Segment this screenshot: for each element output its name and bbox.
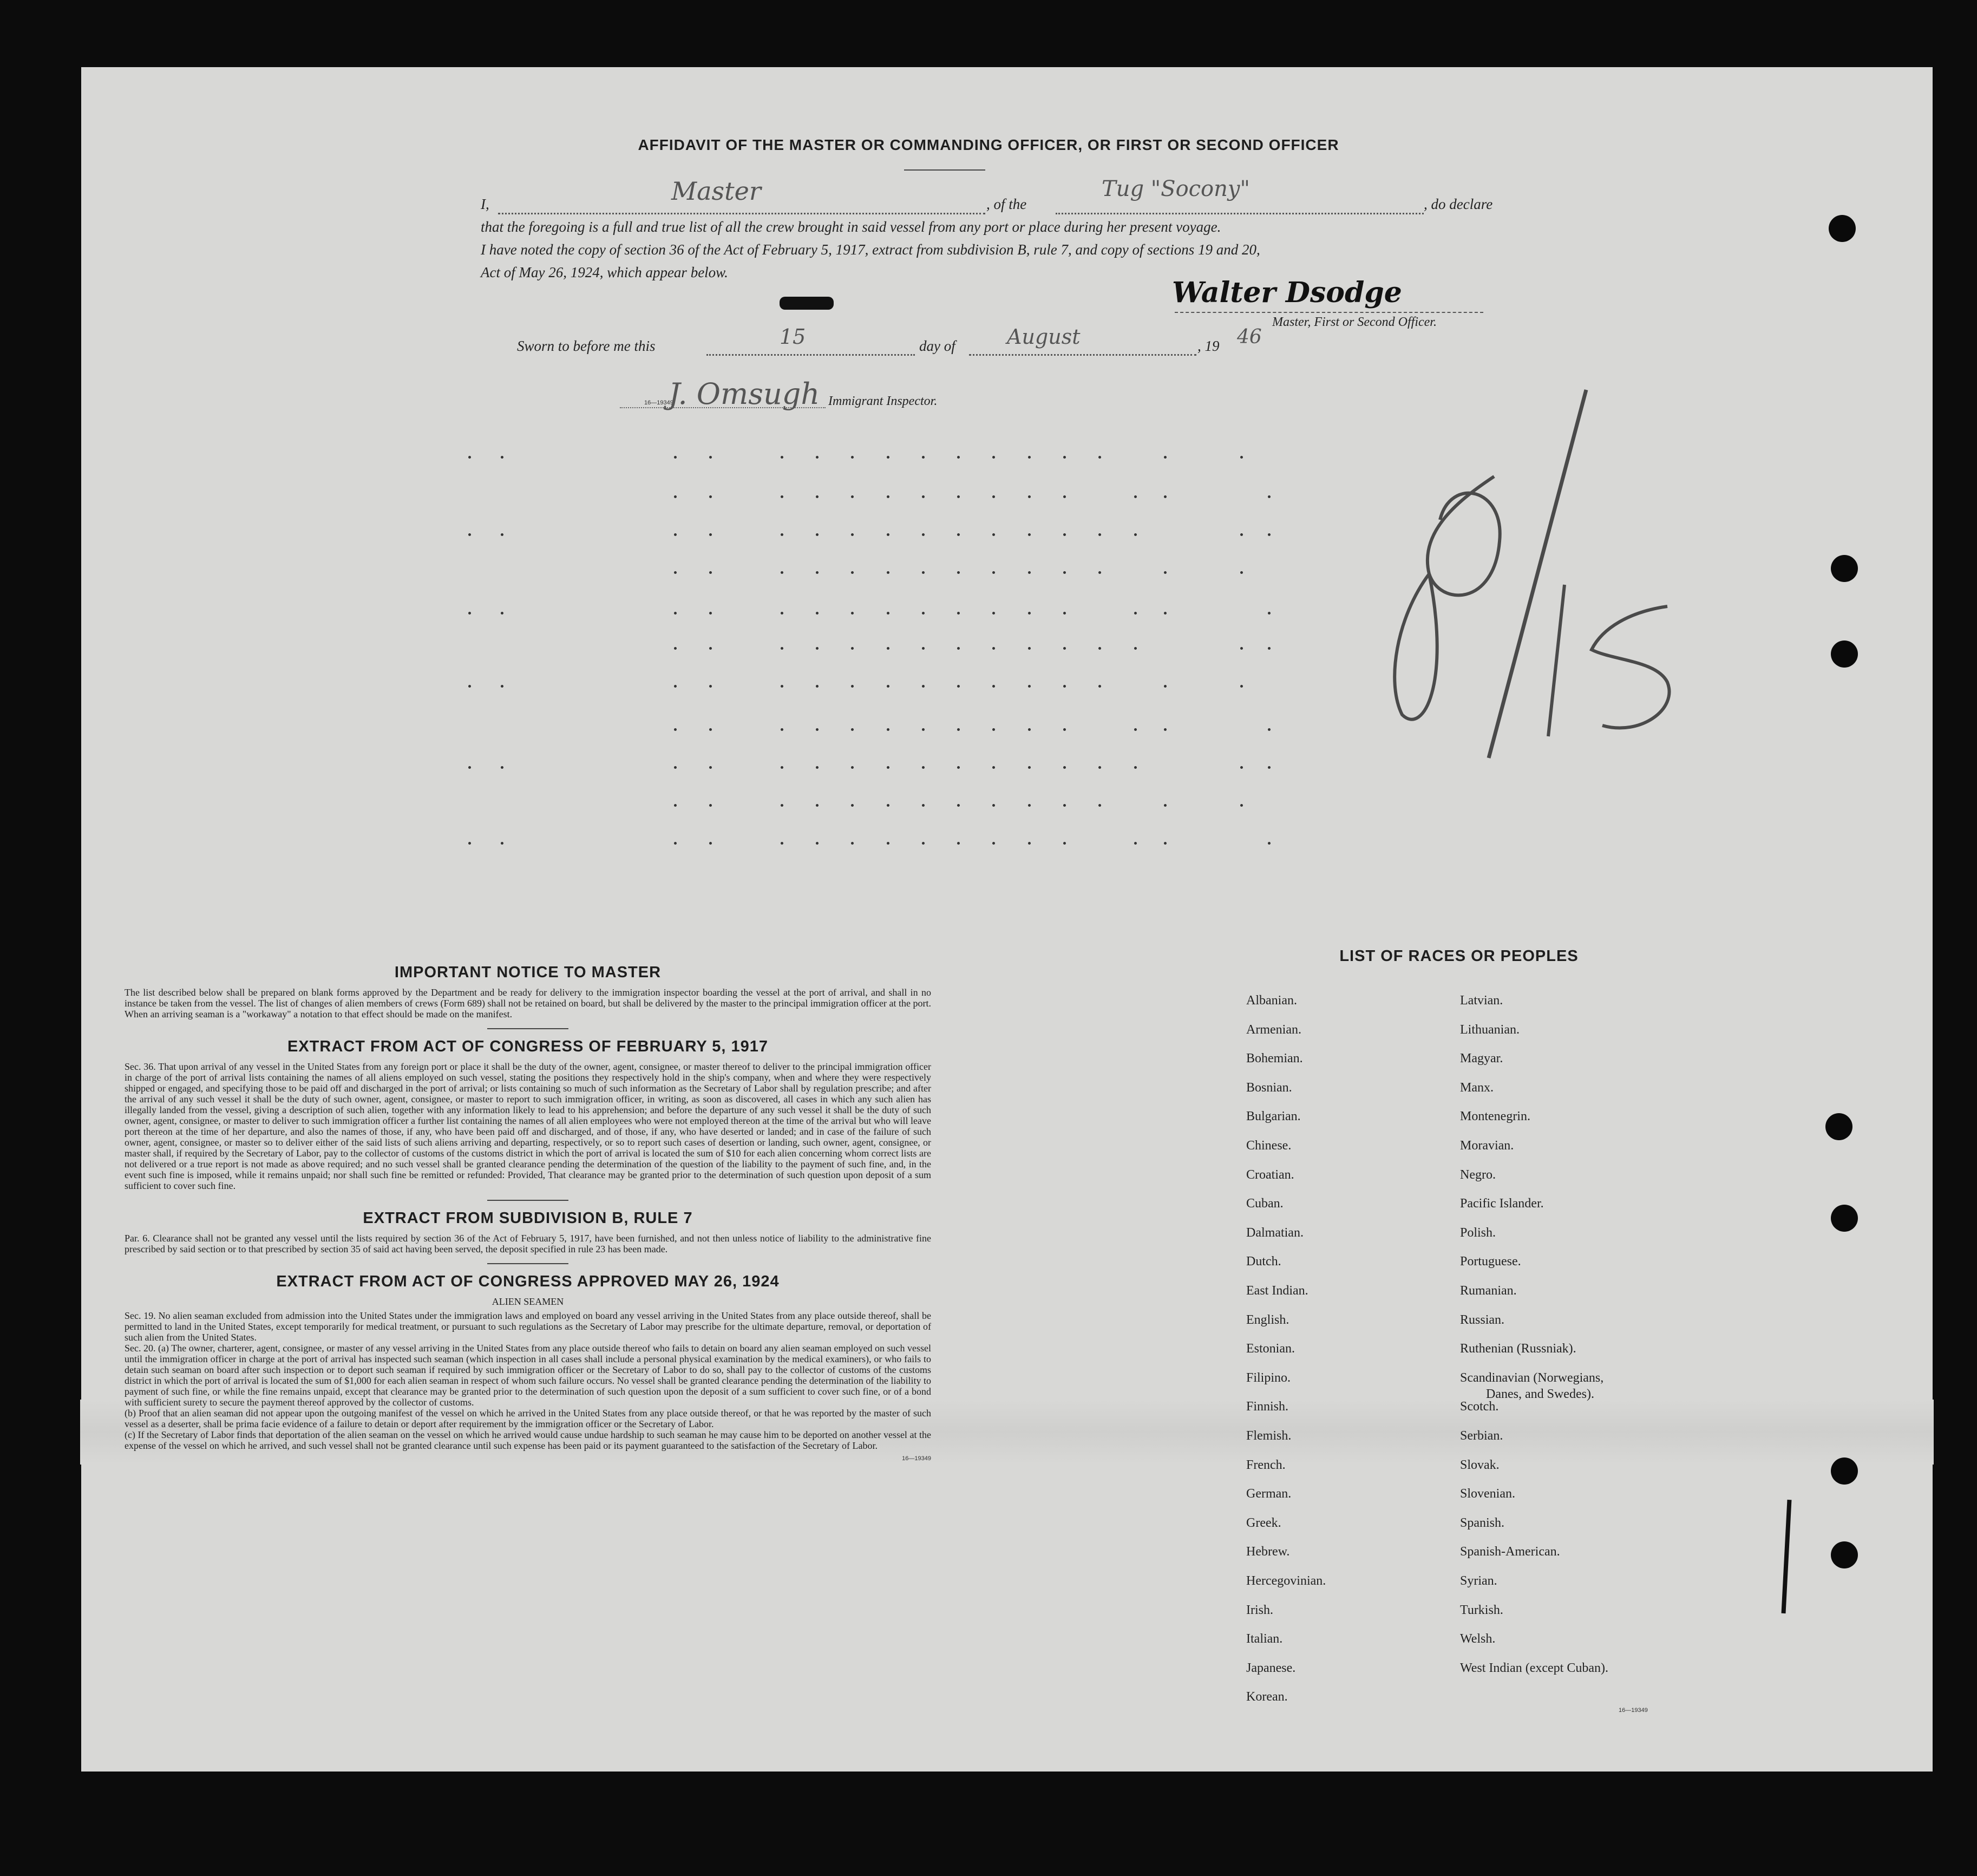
grid-dot — [674, 728, 677, 731]
grid-dot — [851, 728, 854, 731]
handwritten-year: 46 — [1237, 326, 1262, 348]
grid-dot — [922, 612, 925, 615]
sec20a-text: Sec. 20. (a) The owner, charterer, agent, consignee, or master of any vessel arriving in the United States from any place outside thereof who fails to detain on board any alien seaman employed on such vessel until the immigration officer in charge at the port of arrival has inspected such seaman (which inspection in all cases shall include a personal physical examination by the medical examiners), or who fails to detain such seaman on board after such inspection or to deport such seaman if required by such immigration officer or the Secretary of Labor to do so, shall pay to the collector of customs of the customs district in which the port of arrival is located the sum of $1,000 for each alien seaman in respect of whom such failure occurs. No vessel shall be granted clearance pending the determination of the liability to payment of such fine, or while the fine remains unpaid, except that clearance may be granted prior to the determination of such question upon the deposit of a sum sufficient to cover such fine, or of a bond with sufficient surety to secure the payment thereof approved by the collector of customs. — [125, 1343, 931, 1408]
race-item: Manx. — [1460, 1080, 1494, 1095]
sec19-text: Sec. 19. No alien seaman excluded from admission into the United States under the immigration laws and employed on board any vessel arriving in the United States from any place outside thereof, shall be permitted to land in the United States, except temporarily for medical treatment, or pursuant to such regulations as the Secretary of Labor may prescribe for the ultimate departure, removal, or deportation of such alien from the United States. — [125, 1310, 931, 1343]
race-item: East Indian. — [1246, 1284, 1308, 1298]
grid-dot — [851, 571, 854, 574]
grid-dot — [468, 766, 471, 769]
grid-dot — [1134, 612, 1137, 615]
grid-dot — [1028, 612, 1031, 615]
race-item: Danes, and Swedes). — [1486, 1387, 1594, 1401]
races-heading: LIST OF RACES OR PEOPLES — [1339, 947, 1579, 965]
grid-dot — [887, 612, 889, 615]
grid-dot — [674, 456, 677, 459]
race-item: Korean. — [1246, 1690, 1288, 1704]
grid-dot — [992, 571, 995, 574]
grid-dot — [1028, 647, 1031, 650]
grid-dot — [1240, 571, 1243, 574]
grid-dot — [781, 533, 783, 536]
grid-dot — [781, 647, 783, 650]
race-item: Ruthenian (Russniak). — [1460, 1342, 1576, 1356]
race-item: Welsh. — [1460, 1632, 1496, 1646]
section-rule — [487, 1200, 568, 1201]
grid-dot — [468, 533, 471, 536]
grid-dot — [1268, 533, 1271, 536]
affidavit-line-1: that the foregoing is a full and true list of all the crew brought in said vessel from any port or place during her present voyage. — [481, 219, 1221, 235]
race-item: Bulgarian. — [1246, 1109, 1301, 1124]
grid-dot — [957, 766, 960, 769]
sworn-label: Sworn to before me this — [517, 338, 656, 354]
grid-dot — [674, 766, 677, 769]
grid-dot — [992, 612, 995, 615]
grid-dot — [709, 766, 712, 769]
races-form-number: 16—19349 — [1619, 1707, 1648, 1714]
grid-dot — [1134, 495, 1137, 498]
grid-dot — [887, 766, 889, 769]
grid-dot — [816, 804, 819, 807]
grid-dot — [501, 685, 503, 688]
notice-form-number: 16—19349 — [902, 1455, 931, 1462]
race-item: Cuban. — [1246, 1197, 1284, 1211]
grid-dot — [922, 685, 925, 688]
grid-dot — [501, 456, 503, 459]
grid-dot — [887, 804, 889, 807]
race-item: Polish. — [1460, 1225, 1496, 1240]
grid-dot — [709, 728, 712, 731]
grid-dot — [1268, 495, 1271, 498]
race-item: Slovak. — [1460, 1457, 1500, 1472]
handwritten-date-note — [1386, 379, 1711, 839]
grid-dot — [1028, 456, 1031, 459]
signature-line — [1175, 312, 1483, 313]
race-item: Bohemian. — [1246, 1051, 1303, 1066]
grid-dot — [957, 571, 960, 574]
grid-dot — [674, 647, 677, 650]
grid-dot — [781, 842, 783, 845]
race-item: Latvian. — [1460, 993, 1503, 1008]
grid-dot — [709, 533, 712, 536]
grid-dot — [674, 685, 677, 688]
grid-dot — [781, 495, 783, 498]
grid-dot — [709, 571, 712, 574]
race-item: Syrian. — [1460, 1574, 1497, 1588]
grid-dot — [1134, 842, 1137, 845]
race-item: Slovenian. — [1460, 1487, 1515, 1501]
race-item: Bosnian. — [1246, 1080, 1292, 1095]
grid-dot — [957, 728, 960, 731]
race-item: Greek. — [1246, 1515, 1281, 1530]
grid-dot — [1063, 804, 1066, 807]
handwritten-digit-8 — [1428, 476, 1500, 595]
inspector-signature: J. Omsugh — [669, 377, 820, 411]
grid-dot — [1240, 766, 1243, 769]
grid-dot — [1028, 571, 1031, 574]
grid-dot — [816, 456, 819, 459]
race-item: Turkish. — [1460, 1603, 1503, 1617]
race-item: Magyar. — [1460, 1051, 1503, 1066]
grid-dot — [1063, 612, 1066, 615]
binder-hole — [1829, 215, 1856, 242]
master-signature: Walter Dsodge — [1172, 276, 1402, 309]
grid-dot — [922, 842, 925, 845]
race-item: Irish. — [1246, 1603, 1273, 1617]
grid-dot — [992, 647, 995, 650]
race-item: English. — [1246, 1312, 1289, 1327]
handwritten-month: August — [1007, 325, 1081, 349]
grid-dot — [922, 456, 925, 459]
grid-dot — [922, 533, 925, 536]
binder-hole — [1825, 1113, 1852, 1140]
do-declare-label: , do declare — [1424, 196, 1493, 212]
race-item: Hebrew. — [1246, 1545, 1290, 1559]
grid-dot — [674, 495, 677, 498]
grid-dot — [992, 685, 995, 688]
grid-dot — [922, 766, 925, 769]
vessel-name-line — [1056, 213, 1424, 214]
grid-dot — [816, 766, 819, 769]
inspector-form-number: 16—19349 — [644, 400, 673, 406]
race-item: Hercegovinian. — [1246, 1574, 1326, 1588]
race-item: Chinese. — [1246, 1139, 1292, 1153]
grid-dot — [1098, 804, 1101, 807]
grid-dot — [1098, 533, 1101, 536]
race-item: Dutch. — [1246, 1254, 1281, 1269]
grid-dot — [1134, 728, 1137, 731]
grid-dot — [851, 456, 854, 459]
race-item: German. — [1246, 1487, 1292, 1501]
grid-dot — [1164, 804, 1167, 807]
race-item: Armenian. — [1246, 1022, 1301, 1037]
year-prefix-label: , 19 — [1197, 338, 1220, 354]
grid-dot — [1268, 612, 1271, 615]
race-item: Negro. — [1460, 1167, 1496, 1182]
document-page — [81, 67, 1933, 1772]
grid-dot — [1028, 766, 1031, 769]
grid-dot — [1134, 766, 1137, 769]
grid-dot — [674, 533, 677, 536]
grid-dot — [887, 842, 889, 845]
grid-dot — [887, 456, 889, 459]
race-item: Spanish. — [1460, 1515, 1505, 1530]
grid-dot — [816, 571, 819, 574]
grid-dot — [709, 842, 712, 845]
grid-dot — [1063, 766, 1066, 769]
grid-dot — [781, 612, 783, 615]
grid-dot — [468, 685, 471, 688]
grid-dot — [816, 647, 819, 650]
handwritten-digit-8-lower — [1395, 574, 1437, 720]
grid-dot — [1063, 456, 1066, 459]
important-notice-text: The list described below shall be prepared on blank forms approved by the Department and be ready for delivery to the immigration inspector boarding the vessel at the port of arrival, and shall in no instance be taken from the vessel. The list of changes of alien members of crews (Form 689) shall not be retained on board, but shall be delivered by the master to the principal immigration officer at the port. When an arriving seaman is a "workaway" a notation to that effect should be made on the manifest. — [125, 987, 931, 1019]
grid-dot — [709, 612, 712, 615]
grid-dot — [816, 685, 819, 688]
grid-dot — [1098, 766, 1101, 769]
handwritten-digit-1 — [1548, 585, 1564, 736]
grid-dot — [851, 647, 854, 650]
month-line — [969, 354, 1196, 356]
grid-dot — [887, 685, 889, 688]
grid-dot — [1164, 728, 1167, 731]
grid-dot — [992, 728, 995, 731]
grid-dot — [709, 685, 712, 688]
race-item: Japanese. — [1246, 1661, 1296, 1675]
race-item: Rumanian. — [1460, 1284, 1517, 1298]
grid-dot — [1164, 571, 1167, 574]
race-item: Filipino. — [1246, 1370, 1291, 1385]
master-title-label: Master, First or Second Officer. — [1272, 315, 1437, 329]
grid-dot — [1098, 685, 1101, 688]
grid-dot — [1164, 456, 1167, 459]
grid-dot — [1240, 533, 1243, 536]
grid-dot — [851, 533, 854, 536]
handwritten-vessel: Tug "Socony" — [1102, 177, 1250, 201]
grid-dot — [922, 647, 925, 650]
grid-dot — [709, 495, 712, 498]
grid-dot — [957, 495, 960, 498]
race-item: Albanian. — [1246, 993, 1297, 1008]
grid-dot — [1063, 571, 1066, 574]
grid-dot — [501, 612, 503, 615]
grid-dot — [709, 456, 712, 459]
grid-dot — [468, 456, 471, 459]
grid-dot — [1063, 685, 1066, 688]
handwritten-master: Master — [671, 177, 761, 206]
grid-dot — [851, 804, 854, 807]
race-item: Dalmatian. — [1246, 1225, 1304, 1240]
race-item: West Indian (except Cuban). — [1460, 1661, 1608, 1675]
grid-dot — [674, 804, 677, 807]
race-item: Italian. — [1246, 1632, 1283, 1646]
rule7-heading: EXTRACT FROM SUBDIVISION B, RULE 7 — [363, 1210, 693, 1227]
grid-dot — [887, 533, 889, 536]
handwritten-slash — [1489, 390, 1586, 758]
grid-dot — [922, 495, 925, 498]
grid-dot — [851, 685, 854, 688]
inspector-label: Immigrant Inspector. — [828, 394, 938, 408]
rule7-text: Par. 6. Clearance shall not be granted any vessel until the lists required by section 36 of the Act of February 5, 1917, have been furnished, and not then unless notice of liability to the administrative fine prescribed by said section or to that prescribed by section 35 of said act having been served, the deposit specified in rule 23 has been made. — [125, 1233, 931, 1254]
sec20b-text: (b) Proof that an alien seaman did not appear upon the outgoing manifest of the vessel on which he arrived in the United States from any place outside thereof, or that he was reported by the master of such vessel as a deserter, shall be prima facie evidence of a failure to detain or deport after requirement by the immigration officer or the Secretary of Labor. — [125, 1408, 931, 1429]
act1924-heading: EXTRACT FROM ACT OF CONGRESS APPROVED MAY 26, 1924 — [276, 1273, 780, 1290]
grid-dot — [709, 804, 712, 807]
grid-dot — [1268, 842, 1271, 845]
grid-dot — [992, 804, 995, 807]
act1917-text: Sec. 36. That upon arrival of any vessel in the United States from any foreign port or place it shall be the duty of the owner, agent, consignee, or master thereof to deliver to the principal immigration officer in charge of the port of arrival lists containing the names of all aliens employed on such vessel, stating the positions they respectively hold in the ship's company, when and where they were respectively shipped or engaged, and specifying those to be paid off and discharged in the port of arrival; or lists containing so much of such information as the Secretary of Labor shall by regulation prescribe; and after the arrival of any such vessel it shall be the duty of such owner, agent, consignee, or master to report to such immigration officer, in writing, as soon as discovered, all cases in which any such alien has illegally landed from the vessel, giving a description of such alien, together with any information likely to lead to his apprehension; and before the departure of any such vessel it shall be the duty of such owner, agent, consignee, or master to deliver to such immigration officer a further list containing the names of all alien employees who were not employed thereon at the time of the arrival but who will leave port thereon at the time of her departure, and also the names of those, if any, who have been paid off and discharged, and of those, if any, who have deserted or landed; and in case of the failure of such owner, agent, consignee, or master so to deliver either of the said lists of such aliens arriving and departing, respectively, or so to report such cases of desertion or landing, such owner, agent, consignee, or master shall, if required by the Secretary of Labor, pay to the collector of customs of the customs district in which the port of arrival is located the sum of $10 for each alien concerning whom correct lists are not delivered or a true report is not made as above required; and no such vessel shall be granted clearance pending the determination of the question of the liability to the payment of such fine, and, in the event such fine is imposed, while it remains unpaid; nor shall such fine be remitted or refunded: Provided, That clearance may be granted prior to the determination of such question upon deposit of a sum sufficient to cover such fine. — [125, 1061, 931, 1191]
race-item: French. — [1246, 1457, 1286, 1472]
master-name-line — [498, 213, 985, 214]
grid-dot — [1098, 456, 1101, 459]
grid-dot — [887, 495, 889, 498]
day-of-label: day of — [919, 338, 955, 354]
race-item: Flemish. — [1246, 1429, 1292, 1443]
grid-dot — [501, 766, 503, 769]
i-label: I, — [481, 196, 489, 212]
grid-dot — [816, 533, 819, 536]
race-item: Estonian. — [1246, 1342, 1295, 1356]
grid-dot — [1063, 533, 1066, 536]
grid-dot — [1240, 647, 1243, 650]
grid-dot — [468, 612, 471, 615]
race-item: Portuguese. — [1460, 1254, 1521, 1269]
grid-dot — [887, 647, 889, 650]
race-item: Scandinavian (Norwegians, — [1460, 1370, 1604, 1385]
grid-dot — [781, 571, 783, 574]
grid-dot — [781, 766, 783, 769]
grid-dot — [1164, 495, 1167, 498]
race-item: Russian. — [1460, 1312, 1505, 1327]
grid-dot — [1028, 533, 1031, 536]
grid-dot — [1240, 456, 1243, 459]
act1917-heading: EXTRACT FROM ACT OF CONGRESS OF FEBRUARY 5, 1917 — [287, 1038, 769, 1055]
grid-dot — [674, 571, 677, 574]
race-item: Spanish-American. — [1460, 1545, 1560, 1559]
grid-dot — [1098, 647, 1101, 650]
grid-dot — [1028, 728, 1031, 731]
race-item: Lithuanian. — [1460, 1022, 1520, 1037]
grid-dot — [957, 804, 960, 807]
heading-rule — [904, 169, 985, 171]
important-notice-heading: IMPORTANT NOTICE TO MASTER — [394, 964, 662, 981]
race-item: Scotch. — [1460, 1400, 1499, 1414]
grid-dot — [992, 842, 995, 845]
grid-dot — [1028, 842, 1031, 845]
grid-dot — [887, 571, 889, 574]
binder-hole — [1831, 1205, 1858, 1232]
grid-dot — [781, 728, 783, 731]
grid-dot — [887, 728, 889, 731]
grid-dot — [922, 804, 925, 807]
grid-dot — [851, 766, 854, 769]
grid-dot — [992, 495, 995, 498]
grid-dot — [992, 766, 995, 769]
handwritten-digit-5 — [1592, 606, 1669, 728]
grid-dot — [501, 533, 503, 536]
grid-dot — [1063, 647, 1066, 650]
grid-dot — [1028, 685, 1031, 688]
grid-dot — [957, 612, 960, 615]
binder-hole — [1831, 555, 1858, 582]
grid-dot — [957, 647, 960, 650]
grid-dot — [851, 612, 854, 615]
grid-dot — [816, 728, 819, 731]
grid-dot — [922, 728, 925, 731]
grid-dot — [1240, 685, 1243, 688]
grid-dot — [816, 612, 819, 615]
section-rule — [487, 1028, 568, 1029]
grid-dot — [501, 842, 503, 845]
notice-section — [125, 964, 931, 1462]
grid-dot — [709, 647, 712, 650]
grid-dot — [1063, 842, 1066, 845]
grid-dot — [1063, 495, 1066, 498]
redaction-mark — [780, 297, 834, 310]
binder-hole — [1831, 1457, 1858, 1485]
grid-dot — [468, 842, 471, 845]
alien-seamen-subheading: ALIEN SEAMEN — [492, 1296, 564, 1307]
grid-dot — [1268, 766, 1271, 769]
grid-dot — [851, 842, 854, 845]
binder-hole — [1831, 1541, 1858, 1568]
grid-dot — [1268, 728, 1271, 731]
grid-dot — [957, 685, 960, 688]
handwritten-day: 15 — [780, 325, 806, 349]
grid-dot — [1028, 804, 1031, 807]
race-item: Pacific Islander. — [1460, 1197, 1544, 1211]
affidavit-heading: AFFIDAVIT OF THE MASTER OR COMMANDING OFFICER, OR FIRST OR SECOND OFFICER — [638, 136, 1339, 153]
grid-dot — [781, 804, 783, 807]
sec20c-text: (c) If the Secretary of Labor finds that deportation of the alien seaman on the vessel on which he arrived would cause undue hardship to such seaman he may cause him to be deported on another vessel at the expense of the vessel on which he arrived, and such vessel shall not be granted clearance until such expense has been paid or its payment guaranteed to the satisfaction of the Secretary of Labor. — [125, 1429, 931, 1451]
grid-dot — [674, 842, 677, 845]
race-item: Montenegrin. — [1460, 1109, 1530, 1124]
grid-dot — [1164, 685, 1167, 688]
grid-dot — [922, 571, 925, 574]
grid-dot — [1134, 647, 1137, 650]
grid-dot — [1164, 842, 1167, 845]
race-item: Croatian. — [1246, 1167, 1294, 1182]
grid-dot — [816, 495, 819, 498]
race-item: Moravian. — [1460, 1139, 1514, 1153]
grid-dot — [1268, 647, 1271, 650]
grid-dot — [992, 533, 995, 536]
grid-dot — [1164, 612, 1167, 615]
race-item: Finnish. — [1246, 1400, 1289, 1414]
binder-hole — [1831, 640, 1858, 668]
section-rule — [487, 1263, 568, 1264]
affidavit-line-2: I have noted the copy of section 36 of the Act of February 5, 1917, extract from subdivision B, rule 7, and copy of sections 19 and 20, — [481, 241, 1260, 258]
grid-dot — [1028, 495, 1031, 498]
grid-dot — [957, 456, 960, 459]
grid-dot — [1098, 571, 1101, 574]
grid-dot — [1063, 728, 1066, 731]
race-item: Serbian. — [1460, 1429, 1503, 1443]
grid-dot — [816, 842, 819, 845]
grid-dot — [1134, 533, 1137, 536]
day-line — [706, 354, 915, 356]
grid-dot — [957, 533, 960, 536]
affidavit-line-3: Act of May 26, 1924, which appear below. — [481, 264, 728, 280]
grid-dot — [851, 495, 854, 498]
grid-dot — [992, 456, 995, 459]
grid-dot — [781, 456, 783, 459]
grid-dot — [957, 842, 960, 845]
grid-dot — [674, 612, 677, 615]
of-the-label: , of the — [986, 196, 1027, 212]
grid-dot — [1240, 804, 1243, 807]
grid-dot — [781, 685, 783, 688]
